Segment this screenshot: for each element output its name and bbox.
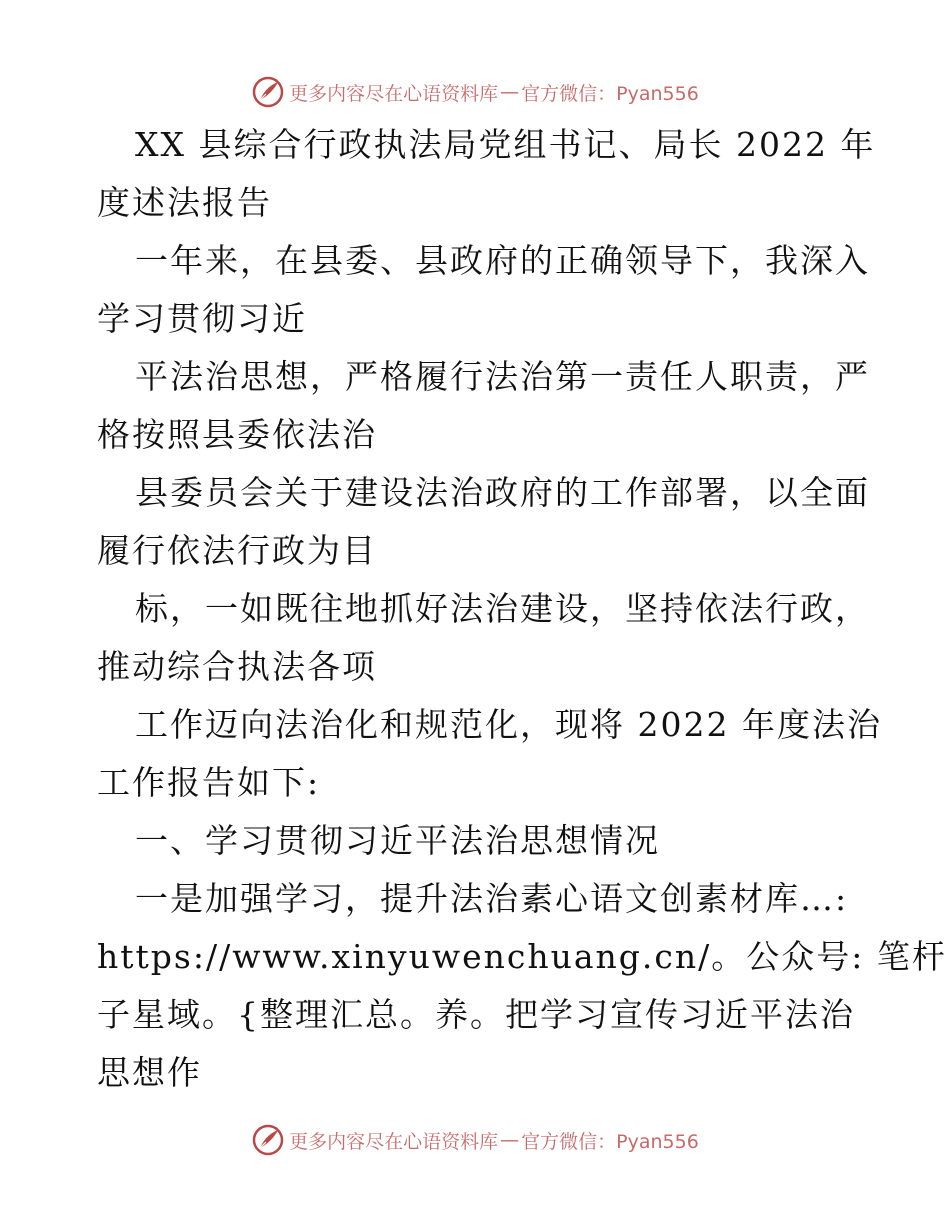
paragraph-line: https://www.xinyuwenchuang.cn/。公众号: 笔杆 [97,937,947,976]
paragraph-line: 履行依法行政为目 [97,531,377,570]
title-line-1: XX 县综合行政执法局党组书记、局长 2022 年 [135,125,876,164]
section-heading: 一、学习贯彻习近平法治思想情况 [135,821,660,860]
banner-contact: 官方微信：Pyan556 [521,82,699,105]
document-body [97,116,947,1102]
paragraph-line: 思想作 [97,1053,202,1092]
paragraph-line: 一是加强学习，提升法治素心语文创素材库…: [135,879,849,918]
header-banner [0,72,950,112]
banner-text: 更多内容尽在心语资料库 [289,82,499,105]
footer-banner [0,1120,950,1160]
paragraph-line: 推动综合执法各项 [97,647,377,686]
banner-separator: — [500,1129,520,1151]
banner-contact: 官方微信：Pyan556 [521,1130,699,1153]
paragraph-line: 学习贯彻习近 [97,299,307,338]
title-line-2: 度述法报告 [97,183,272,222]
quill-logo-icon [251,75,285,109]
paragraph-line: 格按照县委依法治 [97,415,377,454]
paragraph-line: 工作报告如下: [97,763,321,802]
paragraph-line: 一年来，在县委、县政府的正确领导下，我深入 [135,241,870,280]
paragraph-line: 工作迈向法治化和规范化，现将 2022 年度法治 [135,705,882,744]
banner-text: 更多内容尽在心语资料库 [289,1130,499,1153]
banner-separator: — [500,81,520,103]
paragraph-line: 标，一如既往地抓好法治建设，坚持依法行政， [135,589,870,628]
paragraph-line: 县委员会关于建设法治政府的工作部署，以全面 [135,473,870,512]
quill-logo-icon [251,1123,285,1157]
paragraph-line: 子星域。{整理汇总。养。把学习宣传习近平法治 [97,995,855,1034]
paragraph-line: 平法治思想，严格履行法治第一责任人职责，严 [135,357,870,396]
